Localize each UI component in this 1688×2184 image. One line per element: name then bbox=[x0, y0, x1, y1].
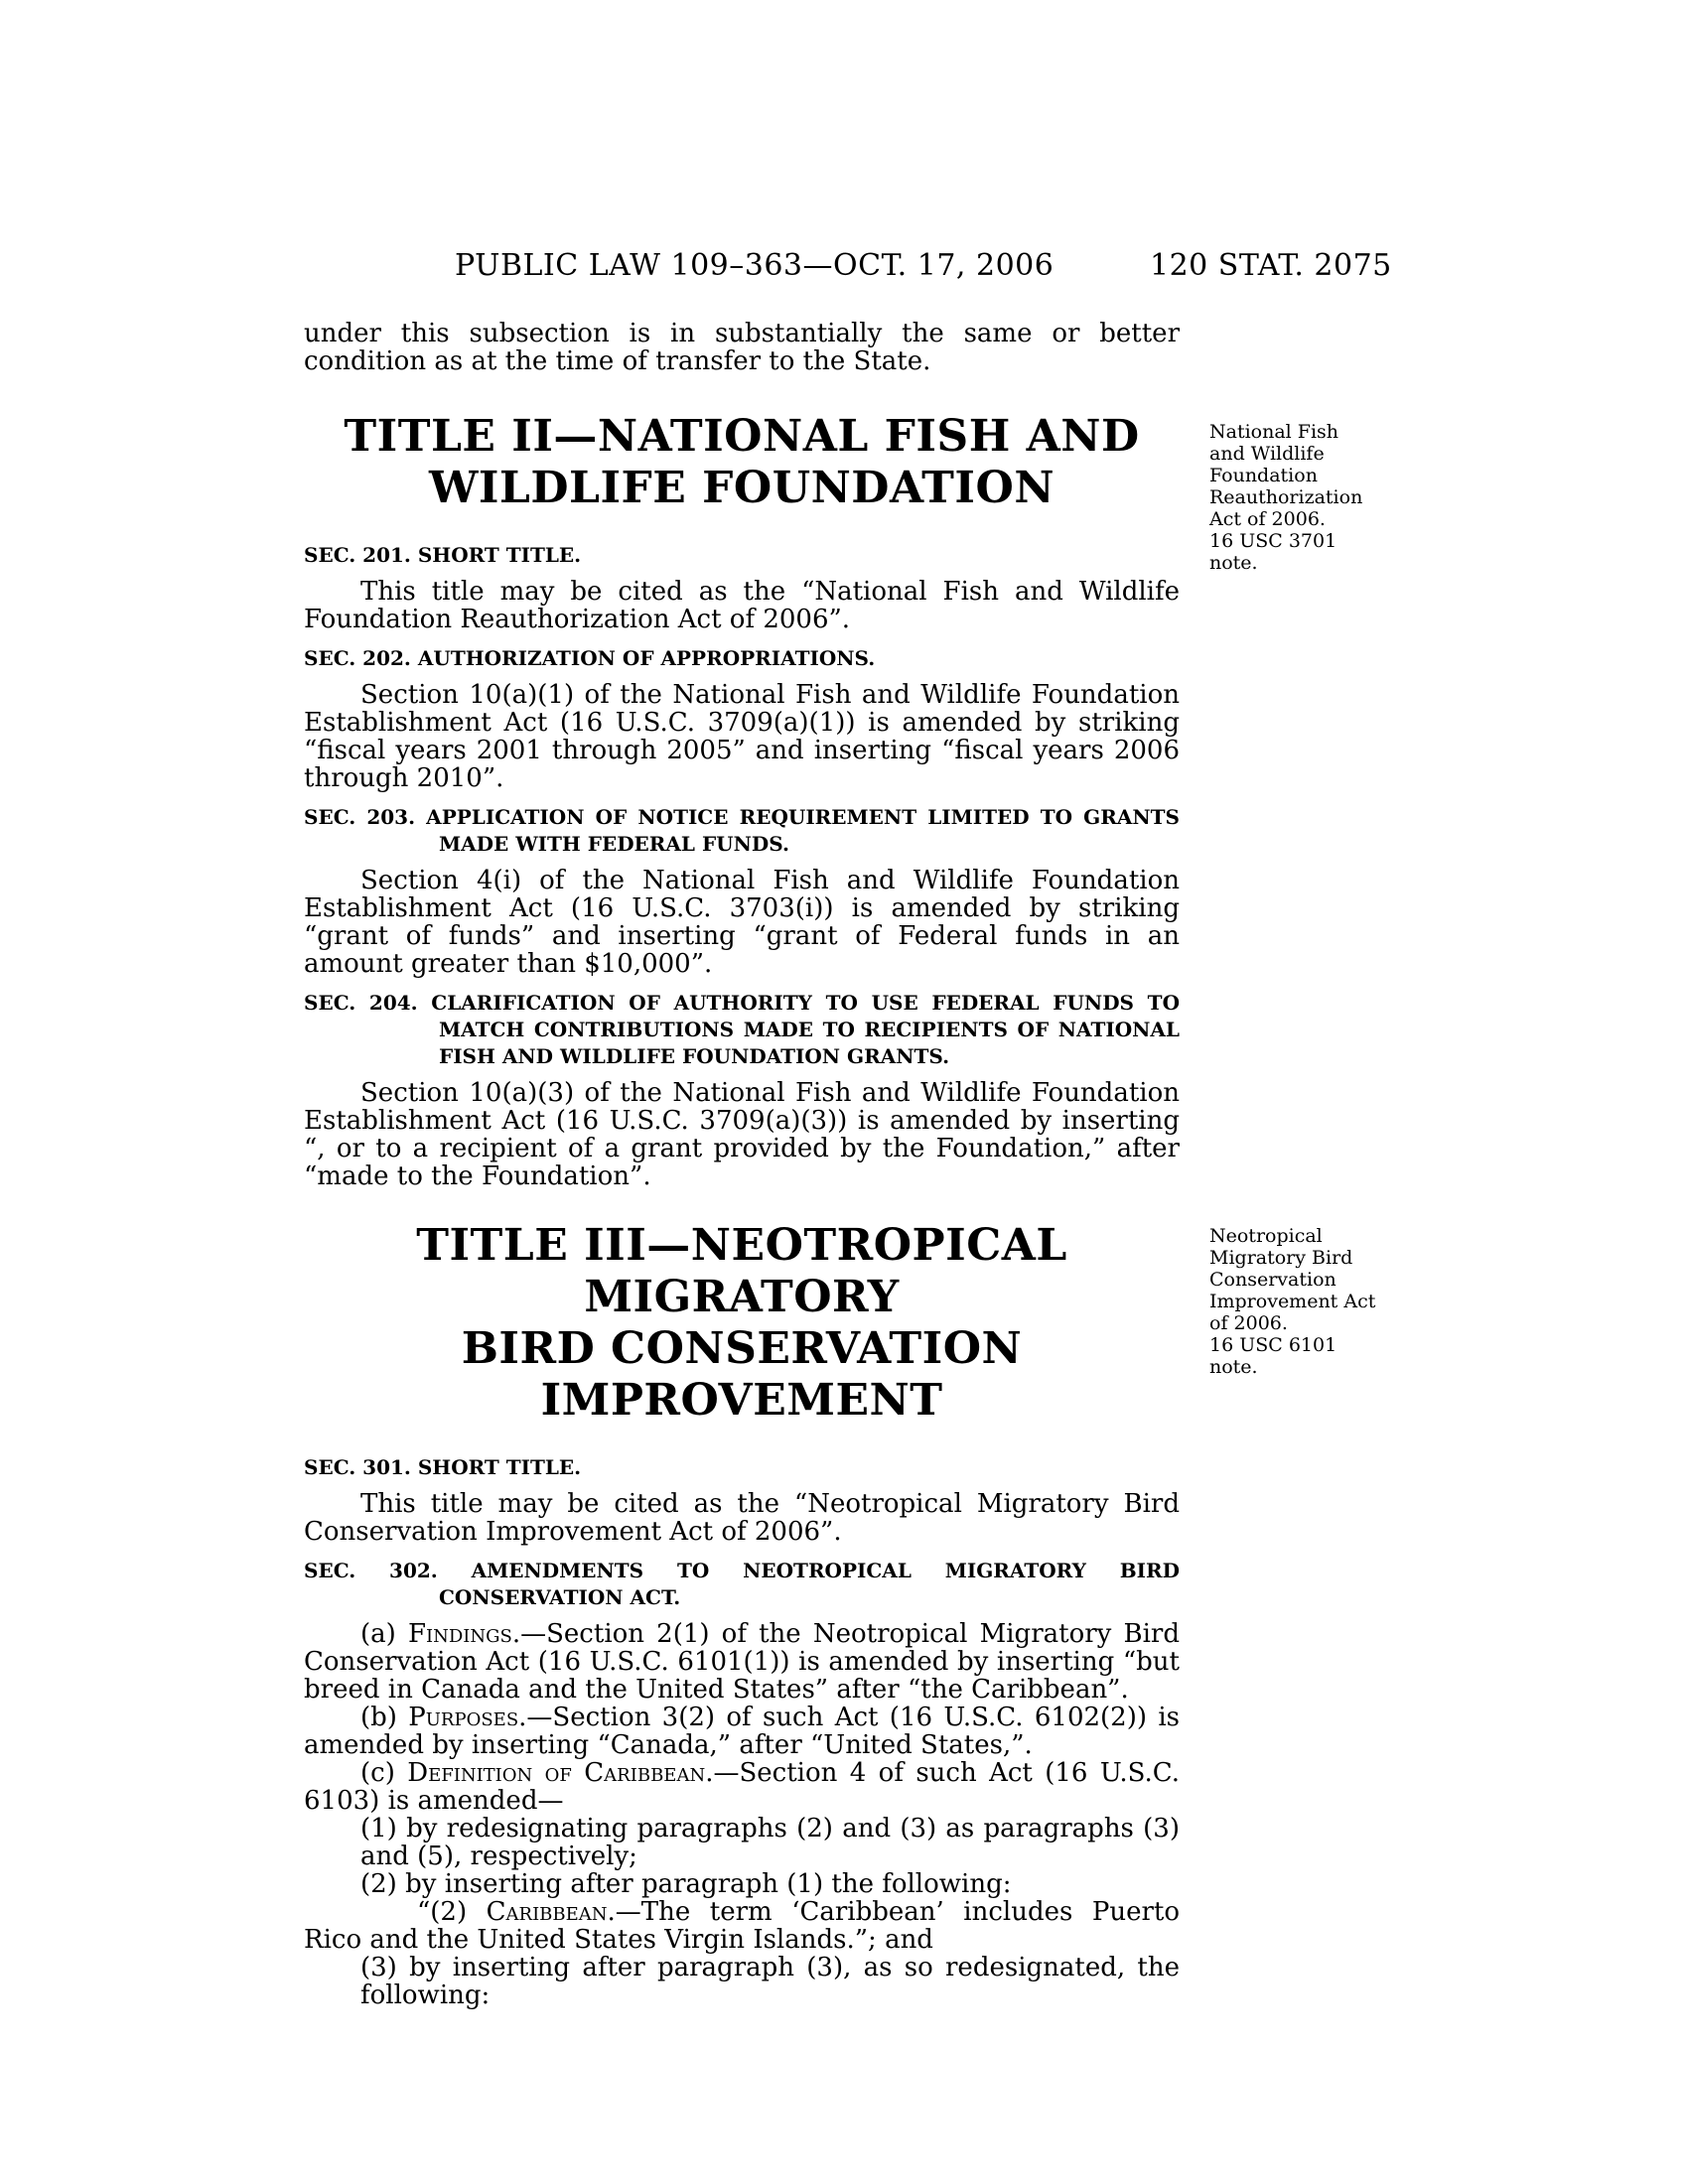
statute-page-number: 120 STAT. 2075 bbox=[1150, 248, 1392, 283]
margin-note-title-ii: National Fish and Wildlife Foundation Reauthorization Act of 2006. 16 USC 3701 note. bbox=[1209, 421, 1363, 574]
paragraph-1: (1) by redesignating paragraphs (2) and (3) as paragraphs (3) and (5), respectively; bbox=[360, 1814, 1180, 1871]
sec-204-body: Section 10(a)(3) of the National Fish and Wildlife Foundation Establishment Act (16 U.S.C. 3709(a)(3)) is amended by inserting “, or to a recipient of a grant provided by the Foundation,” after “made to the Foundation”. bbox=[304, 1078, 1180, 1191]
title-iii-heading: TITLE III—NEOTROPICAL MIGRATORY BIRD CONSERVATION IMPROVEMENT bbox=[416, 1220, 1067, 1426]
sec-302-heading: SEC. 302. AMENDMENTS TO NEOTROPICAL MIGRATORY BIRD CONSERVATION ACT. bbox=[304, 1559, 1180, 1609]
subsection-a-findings: (a) Findings.—Section 2(1) of the Neotropical Migratory Bird Conservation Act (16 U.S.C. 6101(1)) is amended by inserting “but breed in Canada and the United States” after “the Caribbean”. bbox=[304, 1619, 1180, 1705]
sec-202-body: Section 10(a)(1) of the National Fish and Wildlife Foundation Establishment Act (16 U.S.C. 3709(a)(1)) is amended by striking “fiscal years 2001 through 2005” and inserting “fiscal years 2006 through 2010”. bbox=[304, 680, 1180, 793]
paragraph-2: (2) by inserting after paragraph (1) the following: bbox=[360, 1869, 1012, 1899]
margin-note-title-iii: Neotropical Migratory Bird Conservation Improvement Act of 2006. 16 USC 6101 note. bbox=[1209, 1225, 1376, 1378]
sec-202-heading: SEC. 202. AUTHORIZATION OF APPROPRIATIONS. bbox=[304, 646, 876, 670]
running-head bbox=[0, 248, 1688, 288]
carryover-paragraph: under this subsection is in substantially the same or better condition as at the time of transfer to the State. bbox=[304, 319, 1180, 376]
sec-301-heading: SEC. 301. SHORT TITLE. bbox=[304, 1455, 582, 1479]
page-body bbox=[304, 320, 1180, 2009]
quoted-paragraph-caribbean: “(2) Caribbean.—The term ‘Caribbean’ includes Puerto Rico and the United States Virgin Islands.”; and bbox=[304, 1897, 1180, 1955]
sec-201-heading: SEC. 201. SHORT TITLE. bbox=[304, 543, 582, 567]
subsection-c-definition: (c) Definition of Caribbean.—Section 4 of such Act (16 U.S.C. 6103) is amended— bbox=[304, 1758, 1181, 1816]
sec-201-body: This title may be cited as the “National Fish and Wildlife Foundation Reauthorization Act of 2006”. bbox=[304, 577, 1180, 634]
sec-301-body: This title may be cited as the “Neotropical Migratory Bird Conservation Improvement Act of 2006”. bbox=[304, 1489, 1180, 1547]
sec-204-heading: SEC. 204. CLARIFICATION OF AUTHORITY TO USE FEDERAL FUNDS TO MATCH CONTRIBUTIONS MADE TO RECIPIENTS OF NATIONAL FISH AND WILDLIFE FOUNDATION GRANTS. bbox=[304, 991, 1180, 1068]
subsection-b-purposes: (b) Purposes.—Section 3(2) of such Act (16 U.S.C. 6102(2)) is amended by inserting “Canada,” after “United States,”. bbox=[304, 1703, 1180, 1760]
title-ii-heading: TITLE II—NATIONAL FISH AND WILDLIFE FOUNDATION bbox=[344, 411, 1140, 513]
public-law-citation: PUBLIC LAW 109–363—OCT. 17, 2006 bbox=[455, 248, 1055, 283]
sec-203-heading: SEC. 203. APPLICATION OF NOTICE REQUIREMENT LIMITED TO GRANTS MADE WITH FEDERAL FUNDS. bbox=[304, 805, 1180, 856]
paragraph-3: (3) by inserting after paragraph (3), as so redesignated, the following: bbox=[360, 1953, 1180, 2010]
sec-203-body: Section 4(i) of the National Fish and Wildlife Foundation Establishment Act (16 U.S.C. 3703(i)) is amended by striking “grant of funds” and inserting “grant of Federal funds in an amount greater than $10,000”. bbox=[304, 866, 1180, 979]
